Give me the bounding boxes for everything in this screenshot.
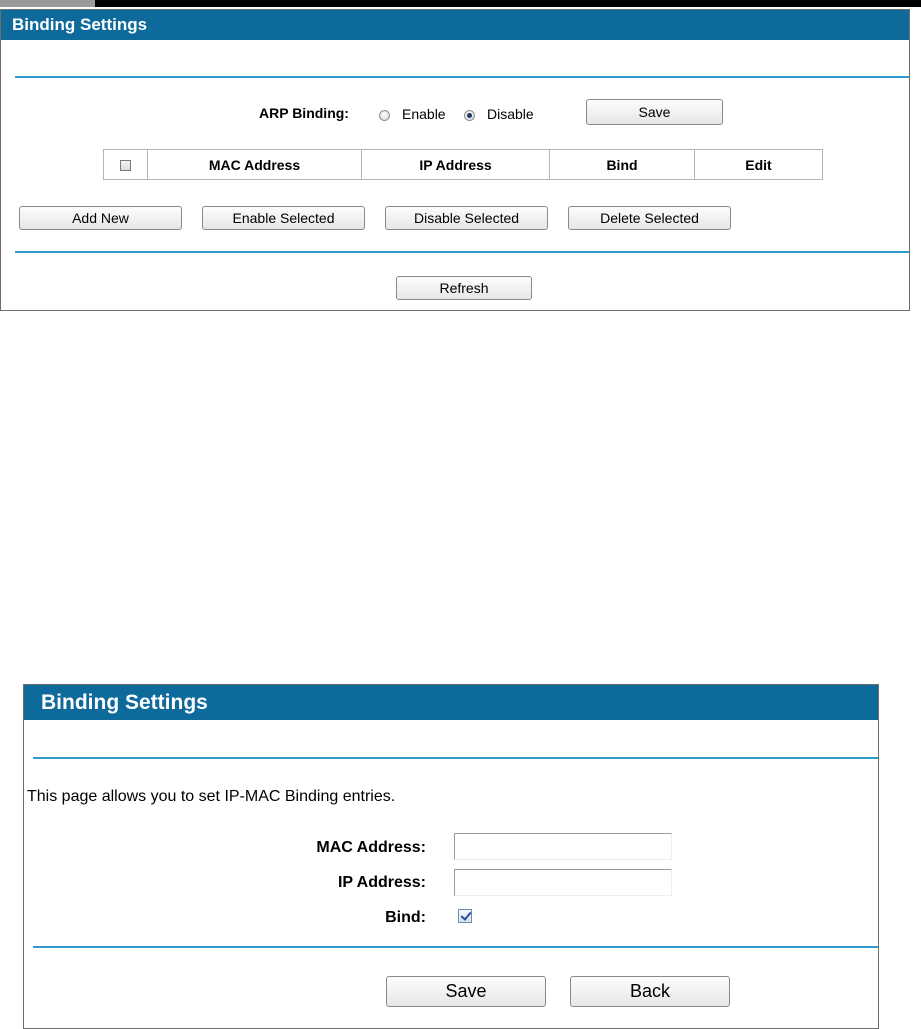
page-description: This page allows you to set IP-MAC Binding entries. <box>27 788 396 805</box>
table-header-row <box>104 150 823 180</box>
panel-header <box>24 685 878 720</box>
header-edit: Edit <box>695 150 823 180</box>
arp-enable-label[interactable]: Enable <box>402 106 446 122</box>
arp-enable-radio[interactable] <box>379 110 390 121</box>
enable-selected-button[interactable]: Enable Selected <box>202 206 365 230</box>
divider-top <box>15 76 909 78</box>
select-all-checkbox[interactable] <box>120 160 131 171</box>
divider-top <box>33 757 878 759</box>
header-mac: MAC Address <box>148 150 362 180</box>
header-ip: IP Address <box>362 150 550 180</box>
header-bind: Bind <box>550 150 695 180</box>
divider-bottom <box>33 946 878 948</box>
divider-bottom <box>15 251 909 253</box>
delete-selected-button[interactable]: Delete Selected <box>568 206 731 230</box>
arp-disable-label[interactable]: Disable <box>487 106 534 122</box>
save-button[interactable]: Save <box>386 976 546 1007</box>
mac-address-label: MAC Address: <box>316 839 426 856</box>
top-bar <box>0 0 921 7</box>
binding-list-panel <box>0 9 910 311</box>
disable-selected-button[interactable]: Disable Selected <box>385 206 548 230</box>
arp-disable-radio[interactable] <box>464 110 475 121</box>
arp-binding-label: ARP Binding: <box>259 105 349 121</box>
select-all-cell <box>104 150 148 180</box>
bind-label: Bind: <box>385 909 426 926</box>
binding-entry-panel <box>23 684 879 1029</box>
panel-header <box>1 10 909 40</box>
binding-table <box>103 149 823 180</box>
arp-save-button[interactable]: Save <box>586 99 723 125</box>
page-title: Binding Settings <box>41 691 208 714</box>
back-button[interactable]: Back <box>570 976 730 1007</box>
top-bar-tab <box>0 0 95 7</box>
ip-address-input[interactable] <box>454 869 672 896</box>
mac-address-input[interactable] <box>454 833 672 860</box>
ip-address-label: IP Address: <box>337 874 426 891</box>
page-title: Binding Settings <box>12 15 148 34</box>
refresh-button[interactable]: Refresh <box>396 276 532 300</box>
bind-checkbox[interactable] <box>458 909 472 923</box>
add-new-button[interactable]: Add New <box>19 206 182 230</box>
